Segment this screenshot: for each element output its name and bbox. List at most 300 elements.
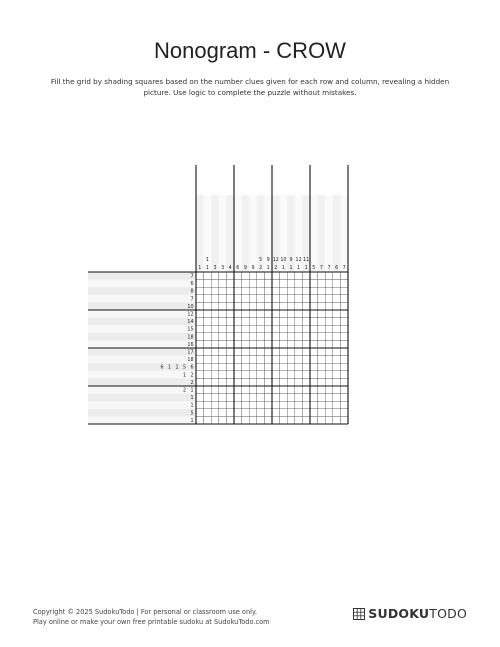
grid-cell <box>340 340 348 348</box>
grid-cell <box>280 416 288 424</box>
grid-cell <box>287 333 295 341</box>
column-clue-number: 7 <box>327 266 331 271</box>
grid-cell <box>325 386 333 394</box>
grid-cell <box>264 409 272 417</box>
grid-cell <box>264 295 272 303</box>
grid-cell <box>264 348 272 356</box>
grid-cell <box>219 416 227 424</box>
grid-cell <box>196 378 204 386</box>
grid-cell <box>302 394 310 402</box>
column-clue-number: 4 <box>228 266 232 271</box>
grid-cell <box>242 363 250 371</box>
grid-cell <box>257 416 265 424</box>
grid-cell <box>249 272 257 280</box>
grid-cell <box>196 401 204 409</box>
grid-cell <box>295 280 303 288</box>
grid-cell <box>204 272 212 280</box>
row-clue-number: 1 <box>167 365 171 371</box>
grid-cell <box>234 302 242 310</box>
grid-cell <box>302 325 310 333</box>
grid-cell <box>242 302 250 310</box>
grid-cell <box>325 280 333 288</box>
column-clue-number: 6 <box>335 266 339 271</box>
column-clue-cell <box>219 195 227 272</box>
grid-cell <box>318 310 326 318</box>
grid-cell <box>333 295 341 303</box>
grid-cell <box>302 272 310 280</box>
grid-cell <box>325 371 333 379</box>
grid-cell <box>325 409 333 417</box>
grid-cell <box>249 363 257 371</box>
grid-cell <box>196 280 204 288</box>
grid-cell <box>196 409 204 417</box>
grid-cell <box>242 340 250 348</box>
column-clue-number: 5 <box>312 266 316 271</box>
grid-cell <box>310 363 318 371</box>
grid-cell <box>310 386 318 394</box>
grid-cell <box>333 325 341 333</box>
column-clue-number: 2 <box>259 266 263 271</box>
grid-cell <box>310 295 318 303</box>
column-clue-number: 1 <box>281 266 285 271</box>
column-clue-number: 12 <box>272 258 279 263</box>
grid-cell <box>333 340 341 348</box>
grid-cell <box>257 378 265 386</box>
column-clue-cell <box>211 195 219 272</box>
row-clue-number: 17 <box>187 350 194 356</box>
grid-cell <box>264 302 272 310</box>
row-clue-number: 18 <box>187 335 194 341</box>
grid-cell <box>340 287 348 295</box>
grid-cell <box>325 378 333 386</box>
promo-text: Play online or make your own free printable sudoku at SudokuTodo.com <box>33 618 270 626</box>
grid-cell <box>242 386 250 394</box>
grid-cell <box>249 401 257 409</box>
grid-cell <box>211 280 219 288</box>
grid-cell <box>287 386 295 394</box>
column-clue-number: 7 <box>342 266 346 271</box>
grid-cell <box>196 272 204 280</box>
grid-cell <box>226 363 234 371</box>
grid-cell <box>310 356 318 364</box>
column-clue-number: 11 <box>303 258 310 263</box>
grid-cell <box>242 416 250 424</box>
grid-cell <box>249 416 257 424</box>
grid-cell <box>204 310 212 318</box>
grid-cell <box>318 371 326 379</box>
grid-cell <box>264 416 272 424</box>
grid-cell <box>272 348 280 356</box>
grid-cell <box>264 363 272 371</box>
grid-cell <box>310 280 318 288</box>
grid-cell <box>310 416 318 424</box>
grid-cell <box>310 409 318 417</box>
column-clue-number: 1 <box>304 266 308 271</box>
grid-cell <box>204 371 212 379</box>
grid-cell <box>333 356 341 364</box>
grid-cell <box>234 371 242 379</box>
grid-cell <box>211 394 219 402</box>
row-clue-cell <box>88 348 196 356</box>
row-clue-cell <box>88 356 196 364</box>
grid-cell <box>219 371 227 379</box>
grid-cell <box>340 378 348 386</box>
grid-cell <box>272 310 280 318</box>
grid-cell <box>280 325 288 333</box>
column-clue-cell <box>325 195 333 272</box>
grid-cell <box>226 356 234 364</box>
grid-cell <box>204 302 212 310</box>
grid-cell <box>204 356 212 364</box>
grid-cell <box>234 280 242 288</box>
row-clue-number: 2 <box>182 388 186 394</box>
grid-cell <box>264 356 272 364</box>
grid-cell <box>295 318 303 326</box>
grid-cell <box>340 416 348 424</box>
grid-cell <box>295 295 303 303</box>
column-clue-number: 5 <box>259 258 263 263</box>
grid-cell <box>226 287 234 295</box>
row-clue-number: 15 <box>187 327 194 333</box>
grid-cell <box>264 272 272 280</box>
grid-cell <box>234 340 242 348</box>
column-clue-cell <box>310 195 318 272</box>
grid-cell <box>310 310 318 318</box>
row-clue-cell <box>88 416 196 424</box>
grid-cell <box>226 378 234 386</box>
grid-cell <box>249 325 257 333</box>
grid-cell <box>280 287 288 295</box>
grid-cell <box>211 348 219 356</box>
grid-cell <box>295 401 303 409</box>
grid-cell <box>219 401 227 409</box>
grid-cell <box>302 318 310 326</box>
column-clue-number: 3 <box>213 266 217 271</box>
grid-cell <box>325 310 333 318</box>
grid-cell <box>226 325 234 333</box>
grid-cell <box>318 295 326 303</box>
grid-cell <box>318 280 326 288</box>
grid-cell <box>211 409 219 417</box>
grid-cell <box>280 409 288 417</box>
grid-cell <box>249 333 257 341</box>
grid-cell <box>264 280 272 288</box>
grid-cell <box>242 333 250 341</box>
grid-cell <box>264 386 272 394</box>
grid-cell <box>325 302 333 310</box>
grid-cell <box>257 386 265 394</box>
grid-cell <box>295 333 303 341</box>
row-clue-cell <box>88 318 196 326</box>
grid-cell <box>295 348 303 356</box>
row-clue-cell <box>88 295 196 303</box>
grid-cell <box>234 409 242 417</box>
grid-cell <box>196 394 204 402</box>
grid-cell <box>302 356 310 364</box>
grid-cell <box>325 340 333 348</box>
grid-cell <box>333 287 341 295</box>
grid-cell <box>196 295 204 303</box>
grid-cell <box>226 371 234 379</box>
grid-cell <box>249 280 257 288</box>
grid-cell <box>302 340 310 348</box>
grid-cell <box>318 318 326 326</box>
grid-cell <box>318 356 326 364</box>
grid-cell <box>219 272 227 280</box>
grid-cell <box>325 333 333 341</box>
grid-cell <box>340 401 348 409</box>
grid-cell <box>264 325 272 333</box>
grid-cell <box>325 318 333 326</box>
column-clue-cell <box>249 195 257 272</box>
grid-cell <box>249 378 257 386</box>
grid-cell <box>249 386 257 394</box>
grid-cell <box>280 340 288 348</box>
grid-cell <box>272 280 280 288</box>
grid-cell <box>226 333 234 341</box>
grid-cell <box>325 325 333 333</box>
grid-cell <box>234 295 242 303</box>
grid-cell <box>295 378 303 386</box>
grid-cell <box>325 363 333 371</box>
row-clue-number: 2 <box>190 380 194 386</box>
grid-cell <box>211 333 219 341</box>
grid-cell <box>310 318 318 326</box>
grid-cell <box>295 356 303 364</box>
grid-cell <box>196 356 204 364</box>
grid-cell <box>302 409 310 417</box>
grid-cell <box>249 356 257 364</box>
grid-cell <box>287 356 295 364</box>
column-clue-number: 3 <box>221 266 225 271</box>
grid-cell <box>249 287 257 295</box>
grid-cell <box>302 295 310 303</box>
column-clue-cell <box>318 195 326 272</box>
row-clue-cell <box>88 409 196 417</box>
grid-cell <box>257 394 265 402</box>
grid-cell <box>211 318 219 326</box>
grid-cell <box>249 318 257 326</box>
grid-cell <box>340 363 348 371</box>
grid-cell <box>280 371 288 379</box>
grid-cell <box>272 272 280 280</box>
grid-cell <box>264 310 272 318</box>
grid-cell <box>219 333 227 341</box>
grid-cell <box>295 386 303 394</box>
grid-cell <box>242 310 250 318</box>
column-clue-number: 2 <box>274 266 278 271</box>
grid-cell <box>234 325 242 333</box>
grid-cell <box>257 333 265 341</box>
grid-cell <box>333 310 341 318</box>
grid-cell <box>264 287 272 295</box>
grid-cell <box>340 272 348 280</box>
column-clue-number: 9 <box>243 266 247 271</box>
grid-cell <box>257 340 265 348</box>
grid-cell <box>287 409 295 417</box>
grid-cell <box>196 363 204 371</box>
column-clue-number: 6 <box>236 266 240 271</box>
grid-cell <box>242 409 250 417</box>
row-clue-number: 1 <box>190 388 194 394</box>
column-clue-number: 1 <box>266 266 270 271</box>
grid-cell <box>302 280 310 288</box>
grid-cell <box>242 295 250 303</box>
grid-cell <box>318 386 326 394</box>
grid-cell <box>340 356 348 364</box>
grid-cell <box>257 302 265 310</box>
grid-cell <box>204 386 212 394</box>
row-clue-cell <box>88 302 196 310</box>
row-clue-cell <box>88 333 196 341</box>
column-clue-number: 1 <box>198 266 202 271</box>
grid-cell <box>257 371 265 379</box>
grid-cell <box>196 325 204 333</box>
grid-cell <box>302 363 310 371</box>
row-clue-cell <box>88 386 196 394</box>
grid-cell <box>196 318 204 326</box>
grid-cell <box>219 386 227 394</box>
grid-cell <box>272 409 280 417</box>
grid-cell <box>242 356 250 364</box>
grid-cell <box>196 371 204 379</box>
grid-cell <box>219 325 227 333</box>
row-clue-cell <box>88 378 196 386</box>
grid-cell <box>226 272 234 280</box>
grid-cell <box>340 325 348 333</box>
grid-cell <box>325 356 333 364</box>
grid-cell <box>287 295 295 303</box>
grid-cell <box>219 340 227 348</box>
grid-cell <box>219 363 227 371</box>
grid-cell <box>196 287 204 295</box>
grid-cell <box>340 371 348 379</box>
grid-cell <box>219 287 227 295</box>
row-clue-number: 16 <box>187 342 194 348</box>
grid-cell <box>295 409 303 417</box>
grid-cell <box>287 348 295 356</box>
grid-cell <box>264 371 272 379</box>
grid-cell <box>234 401 242 409</box>
grid-cell <box>280 401 288 409</box>
grid-cell <box>325 348 333 356</box>
grid-cell <box>257 348 265 356</box>
grid-cell <box>318 401 326 409</box>
grid-cell <box>242 272 250 280</box>
grid-cell <box>204 333 212 341</box>
grid-cell <box>204 363 212 371</box>
column-clue-number: 1 <box>205 266 209 271</box>
grid-cell <box>242 287 250 295</box>
grid-cell <box>226 340 234 348</box>
grid-cell <box>295 272 303 280</box>
grid-cell <box>272 394 280 402</box>
row-clue-cell <box>88 310 196 318</box>
grid-cell <box>272 333 280 341</box>
grid-cell <box>280 310 288 318</box>
grid-cell <box>234 394 242 402</box>
grid-cell <box>272 363 280 371</box>
grid-cell <box>318 394 326 402</box>
grid-cell <box>257 310 265 318</box>
grid-cell <box>204 378 212 386</box>
grid-cell <box>242 280 250 288</box>
grid-cell <box>318 325 326 333</box>
grid-cell <box>287 363 295 371</box>
column-clue-cell <box>226 195 234 272</box>
grid-cell <box>287 340 295 348</box>
grid-cell <box>226 394 234 402</box>
grid-cell <box>272 325 280 333</box>
grid-logo-icon <box>353 608 365 620</box>
grid-cell <box>272 340 280 348</box>
column-clue-cell <box>333 195 341 272</box>
grid-cell <box>211 378 219 386</box>
grid-cell <box>287 318 295 326</box>
grid-cell <box>295 340 303 348</box>
row-clue-cell <box>88 401 196 409</box>
grid-cell <box>204 287 212 295</box>
grid-cell <box>287 378 295 386</box>
grid-cell <box>234 356 242 364</box>
grid-cell <box>340 310 348 318</box>
column-clue-number: 1 <box>297 266 301 271</box>
grid-cell <box>302 378 310 386</box>
grid-cell <box>280 295 288 303</box>
grid-cell <box>211 363 219 371</box>
grid-cell <box>219 295 227 303</box>
grid-cell <box>333 333 341 341</box>
grid-cell <box>310 348 318 356</box>
grid-cell <box>264 340 272 348</box>
grid-cell <box>249 295 257 303</box>
grid-cell <box>226 401 234 409</box>
grid-cell <box>211 295 219 303</box>
grid-cell <box>204 295 212 303</box>
grid-cell <box>257 280 265 288</box>
grid-cell <box>318 302 326 310</box>
grid-cell <box>310 394 318 402</box>
grid-cell <box>234 416 242 424</box>
grid-cell <box>257 356 265 364</box>
grid-cell <box>264 378 272 386</box>
grid-cell <box>272 386 280 394</box>
grid-cell <box>204 348 212 356</box>
grid-cell <box>249 302 257 310</box>
row-clue-number: 7 <box>190 297 194 303</box>
grid-cell <box>295 310 303 318</box>
grid-cell <box>295 325 303 333</box>
grid-cell <box>219 348 227 356</box>
grid-cell <box>204 409 212 417</box>
grid-cell <box>211 287 219 295</box>
grid-cell <box>196 310 204 318</box>
grid-cell <box>234 310 242 318</box>
row-clue-number: 5 <box>190 411 194 417</box>
grid-cell <box>302 371 310 379</box>
column-clue-number: 9 <box>289 258 293 263</box>
grid-cell <box>310 333 318 341</box>
grid-cell <box>249 371 257 379</box>
grid-cell <box>196 348 204 356</box>
grid-cell <box>325 401 333 409</box>
grid-cell <box>234 333 242 341</box>
grid-cell <box>211 272 219 280</box>
grid-cell <box>325 416 333 424</box>
row-clue-number: 5 <box>182 365 186 371</box>
row-clue-number: 14 <box>187 320 194 326</box>
row-clue-number: 1 <box>190 418 194 424</box>
